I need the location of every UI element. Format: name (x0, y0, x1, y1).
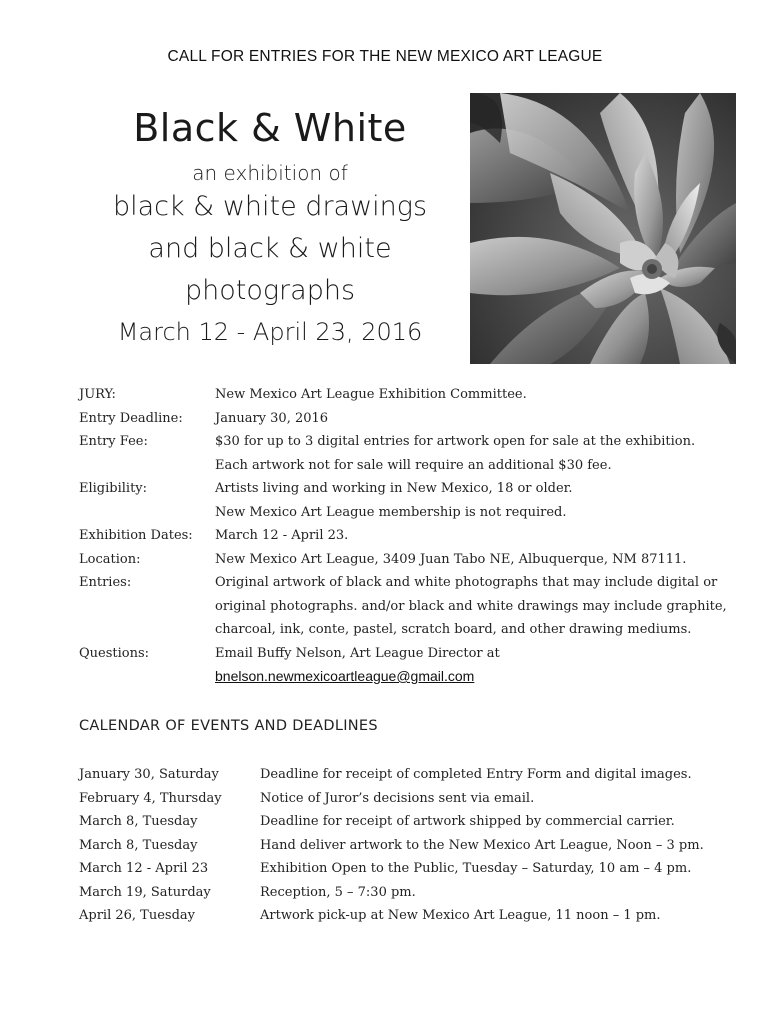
calendar-heading: CALENDAR OF EVENTS AND DEADLINES (79, 718, 378, 734)
director-email-link[interactable]: bnelson.newmexicoartleague@gmail.com (215, 668, 475, 684)
calendar-event-row (79, 857, 749, 881)
event-date: April 26, Tuesday (79, 908, 196, 923)
calendar-event-row (79, 763, 749, 787)
detail-value: Email Buffy Nelson, Art League Director at (215, 645, 500, 661)
detail-row-entry-deadline (79, 407, 749, 431)
calendar-events (79, 763, 749, 928)
event-date: March 19, Saturday (79, 884, 211, 900)
event-date: January 30, Saturday (79, 767, 219, 782)
detail-label: JURY: (79, 387, 116, 402)
event-date: March 8, Tuesday (79, 814, 198, 829)
call-for-entries-header: CALL FOR ENTRIES FOR THE NEW MEXICO ART LEAGUE (167, 48, 603, 65)
event-description: Exhibition Open to the Public, Tuesday – Saturday, 10 am – 4 pm. (260, 861, 692, 876)
detail-value: New Mexico Art League membership is not required. (215, 504, 567, 520)
detail-value: original photographs. and/or black and white drawings may include graphite, (215, 598, 727, 614)
flower-photo (470, 93, 736, 364)
detail-label: Entries: (79, 575, 132, 590)
flower-illustration (470, 93, 736, 364)
calendar-event-row (79, 810, 749, 834)
event-description: Deadline for receipt of completed Entry Form and digital images. (260, 767, 692, 782)
event-date: February 4, Thursday (79, 790, 222, 806)
detail-value: Each artwork not for sale will require an additional $30 fee. (215, 457, 612, 473)
exhibition-subtitle-line4: photographs (184, 275, 356, 306)
detail-value: Original artwork of black and white photographs that may include digital or (215, 575, 718, 590)
calendar-event-row (79, 881, 749, 905)
detail-value: New Mexico Art League Exhibition Committee. (215, 387, 527, 402)
detail-value: March 12 - April 23. (215, 528, 349, 543)
detail-label: Eligibility: (79, 481, 148, 496)
detail-label: Entry Deadline: (79, 410, 183, 426)
detail-row-entry-fee (79, 430, 749, 477)
detail-label: Exhibition Dates: (79, 528, 193, 543)
detail-label: Entry Fee: (79, 434, 148, 449)
calendar-event-row (79, 834, 749, 858)
exhibition-title: Black & White (133, 106, 407, 150)
detail-label: Location: (79, 551, 141, 567)
exhibition-hero (60, 92, 480, 352)
event-date: March 12 - April 23 (79, 861, 209, 876)
event-description: Artwork pick-up at New Mexico Art League, 11 noon – 1 pm. (260, 908, 661, 923)
exhibition-subtitle-line3: and black & white (148, 233, 392, 264)
detail-row-exhibition-dates (79, 524, 749, 548)
exhibition-subtitle-line1: an exhibition of (192, 161, 348, 185)
detail-row-jury (79, 383, 749, 407)
detail-row-entries (79, 571, 749, 642)
detail-value: charcoal, ink, conte, pastel, scratch board, and other drawing mediums. (215, 622, 692, 637)
event-description: Reception, 5 – 7:30 pm. (260, 884, 416, 900)
detail-row-location (79, 548, 749, 572)
detail-value: New Mexico Art League, 3409 Juan Tabo NE, Albuquerque, NM 87111. (215, 551, 687, 567)
event-description: Hand deliver artwork to the New Mexico Art League, Noon – 3 pm. (260, 837, 704, 853)
detail-row-eligibility (79, 477, 749, 524)
exhibition-dates: March 12 - April 23, 2016 (117, 318, 423, 346)
event-description: Deadline for receipt of artwork shipped by commercial carrier. (260, 814, 675, 829)
detail-row-questions (79, 642, 749, 689)
detail-value: $30 for up to 3 digital entries for artwork open for sale at the exhibition. (215, 434, 696, 449)
exhibition-subtitle-line2: black & white drawings (112, 191, 428, 222)
calendar-event-row (79, 904, 749, 928)
detail-label: Questions: (79, 645, 150, 661)
calendar-event-row (79, 787, 749, 811)
event-description: Notice of Juror’s decisions sent via email. (260, 790, 535, 806)
detail-value: Artists living and working in New Mexico, 18 or older. (215, 481, 573, 496)
entry-details (79, 383, 749, 689)
event-date: March 8, Tuesday (79, 837, 198, 853)
detail-value: January 30, 2016 (215, 410, 329, 426)
